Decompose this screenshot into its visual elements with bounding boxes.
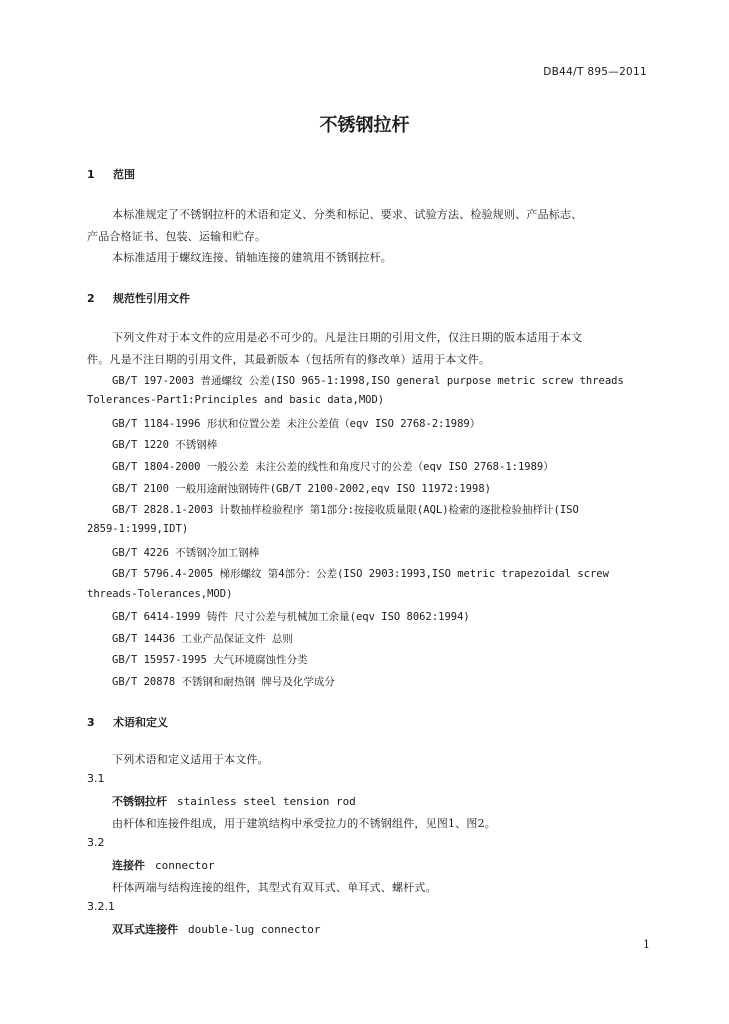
reference-item: GB/T 15957-1995 大气环境腐蚀性分类	[112, 654, 308, 666]
reference-item: GB/T 197-2003 普通螺纹 公差(ISO 965-1:1998,ISO general purpose metric screw threads	[112, 375, 624, 387]
term-definition: 由杆体和连接件组成，用于建筑结构中承受拉力的不锈钢组件，见图1、图2。	[112, 817, 496, 830]
page-number: 1	[643, 938, 650, 951]
reference-item: GB/T 4226 不锈钢冷加工钢棒	[112, 547, 260, 559]
paragraph-line: 本标准规定了不锈钢拉杆的术语和定义、分类和标记、要求、试验方法、检验规则、产品标志、	[112, 208, 583, 221]
term-chinese: 不锈钢拉杆	[112, 795, 167, 808]
reference-item: GB/T 20878 不锈钢和耐热钢 牌号及化学成分	[112, 676, 335, 688]
section-title: 规范性引用文件	[113, 292, 190, 305]
reference-item: GB/T 6414-1999 铸件 尺寸公差与机械加工余量(eqv ISO 8062:1994)	[112, 611, 470, 623]
section-1-heading	[87, 166, 135, 182]
reference-item: GB/T 2828.1-2003 计数抽样检验程序 第1部分:按接收质量限(AQL)检索的逐批检验抽样计(ISO	[112, 504, 579, 516]
section-2-heading	[87, 290, 190, 306]
reference-item-continuation: 2859-1:1999,IDT)	[87, 523, 189, 535]
term-entry	[112, 793, 356, 809]
section-title: 术语和定义	[113, 716, 168, 729]
paragraph-line: 产品合格证书、包装、运输和贮存。	[87, 230, 267, 243]
reference-item: GB/T 1804-2000 一般公差 未注公差的线性和角度尺寸的公差（eqv ISO 2768-1:1989）	[112, 461, 554, 473]
section-number: 3	[87, 716, 95, 729]
paragraph: 下列术语和定义适用于本文件。	[112, 753, 269, 766]
clause-number: 3.2	[87, 836, 105, 849]
reference-item: GB/T 14436 工业产品保证文件 总则	[112, 633, 293, 645]
reference-item-continuation: Tolerances-Part1:Principles and basic data,MOD)	[87, 394, 385, 406]
term-english: double-lug connector	[188, 923, 321, 936]
term-chinese: 双耳式连接件	[112, 923, 178, 936]
clause-number: 3.1	[87, 772, 105, 785]
paragraph-line: 件。凡是不注日期的引用文件，其最新版本（包括所有的修改单）适用于本文件。	[87, 353, 491, 366]
page-title: 不锈钢拉杆	[319, 115, 410, 136]
section-number: 1	[87, 168, 95, 181]
reference-item-continuation: threads-Tolerances,MOD)	[87, 588, 233, 600]
reference-item: GB/T 1184-1996 形状和位置公差 未注公差值（eqv ISO 2768-2:1989）	[112, 418, 481, 430]
paragraph-line: 下列文件对于本文件的应用是必不可少的。凡是注日期的引用文件，仅注日期的版本适用于本文	[112, 331, 583, 344]
reference-item: GB/T 5796.4-2005 梯形螺纹 第4部分：公差(ISO 2903:1993,ISO metric trapezoidal screw	[112, 568, 609, 580]
section-title: 范围	[113, 168, 135, 181]
term-english: connector	[155, 859, 215, 872]
clause-number: 3.2.1	[87, 900, 115, 913]
reference-item: GB/T 1220 不锈钢棒	[112, 439, 218, 451]
reference-item: GB/T 2100 一般用途耐蚀钢铸件(GB/T 2100-2002,eqv ISO 11972:1998)	[112, 483, 491, 495]
term-entry	[112, 857, 215, 873]
section-number: 2	[87, 292, 95, 305]
term-entry	[112, 921, 320, 937]
term-definition: 杆体两端与结构连接的组件，其型式有双耳式、单耳式、螺杆式。	[112, 881, 437, 894]
document-code: DB44/T 895—2011	[543, 66, 647, 78]
term-chinese: 连接件	[112, 859, 145, 872]
section-3-heading	[87, 714, 168, 730]
term-english: stainless steel tension rod	[177, 795, 356, 808]
paragraph: 本标准适用于螺纹连接、销轴连接的建筑用不锈钢拉杆。	[112, 251, 392, 264]
